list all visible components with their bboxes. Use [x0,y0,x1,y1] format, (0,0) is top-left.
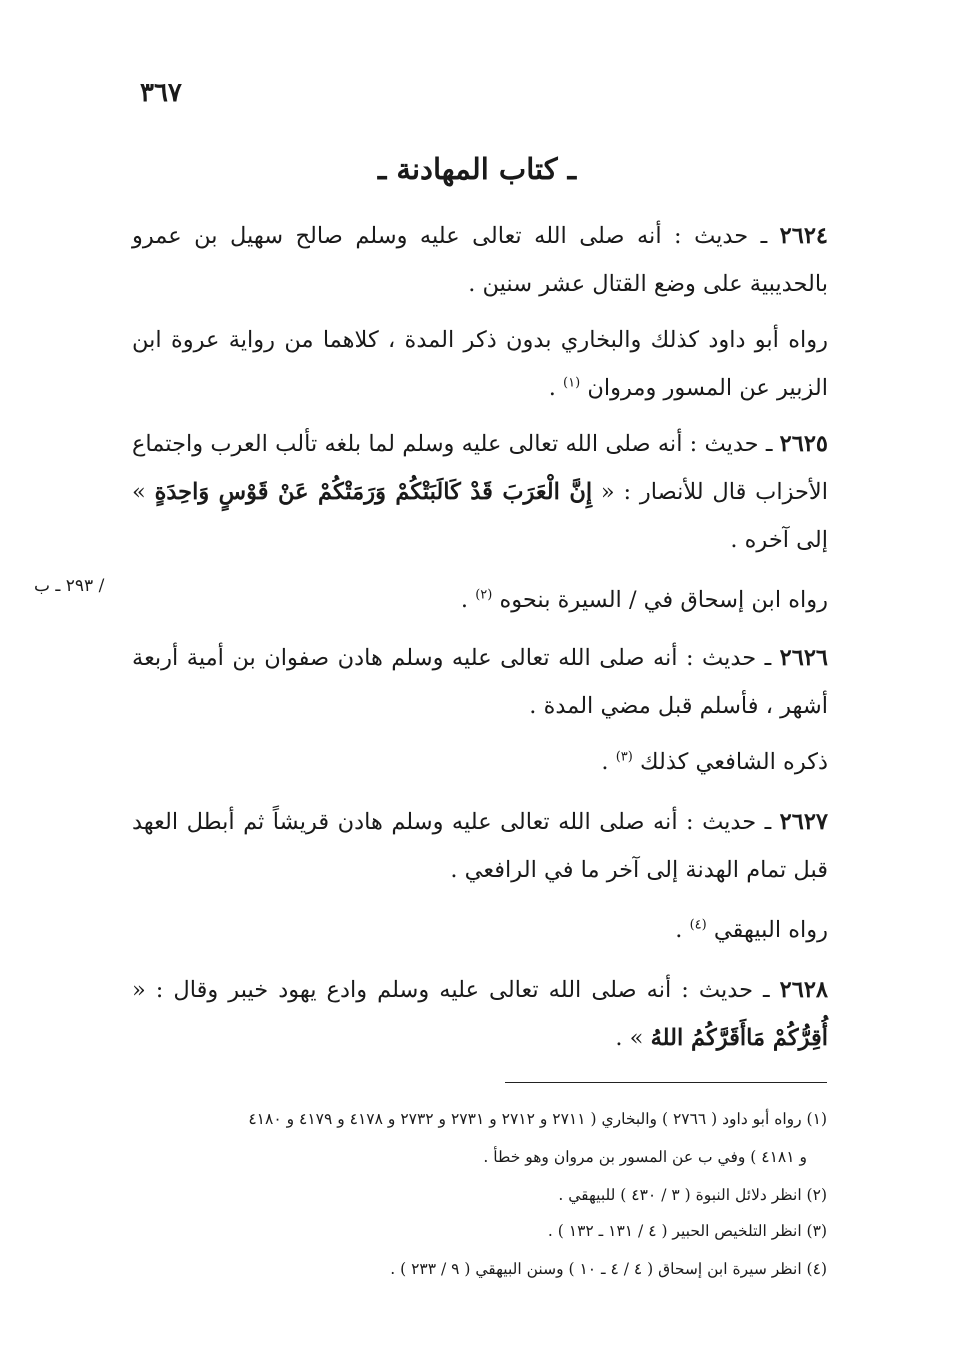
footnote-ref-3[interactable]: (٣) [615,749,633,765]
chapter-title: ـ كتاب المهادنة ـ [377,152,577,186]
narration-end: . [601,749,616,775]
hadith-2624 [132,212,828,308]
footnote-ref-1[interactable]: (١) [563,375,581,391]
narration-text: رواه أبو داود كذلك والبخاري بدون ذكر المدة ، كلاهما من رواية عروة ابن الزبير عن المسور ومروان [132,327,828,401]
footnote-4: (٤) انظر سيرة ابن إسحاق ( ٤ / ٤ ـ ١٠ ) وسنن البيهقي ( ٩ / ٢٣٣ ) . [390,1260,827,1278]
footnote-ref-2[interactable]: (٢) [475,587,493,603]
hadith-number: ٢٦٢٤ [779,223,828,249]
hadith-text-end: » إلى آخره . [132,479,828,553]
narration-end: . [675,917,690,943]
hadith-text: ـ حديث : أنه صلى الله تعالى عليه وسلم صالح سهيل بن عمرو بالحديبية على وضع القتال عشر سنين . [132,223,828,297]
footnote-3: (٣) انظر التلخيص الحبير ( ٤ / ١٣١ ـ ١٣٢ ) . [547,1222,827,1240]
hadith-text: ـ حديث : أنه صلى الله تعالى عليه وسلم هادن صفوان بن أمية أربعة أشهر ، فأسلم قبل مضي المدة . [132,645,828,719]
narration-2627 [132,906,828,954]
narration-text: رواه البيهقي [713,917,828,943]
footnote-1-continued: و ٤١٨١ ) وفي ب عن المسور بن مروان وهو خطأ . [483,1148,807,1166]
footnote-1: (١) رواه أبو داود ( ٢٧٦٦ ) والبخاري ( ٢٧١١ و ٢٧١٢ و ٢٧٣١ و ٢٧٣٢ و ٤١٧٨ و ٤١٧٩ و ٤١٨٠ [248,1110,827,1128]
hadith-number: ٢٦٢٨ [779,977,828,1003]
hadith-text-end: » . [615,1025,651,1051]
hadith-text: ـ حديث : أنه صلى الله تعالى عليه وسلم هادن قريشاً ثم أبطل العهد قبل تمام الهدنة إلى آخر ما في الرافعي . [132,809,828,883]
hadith-2627 [132,798,828,894]
narration-2626 [132,738,828,786]
hadith-number: ٢٦٢٥ [779,431,828,457]
hadith-2626 [132,634,828,730]
hadith-2628 [132,966,828,1062]
margin-folio-note: / ٢٩٣ ـ ب [34,576,105,596]
narration-end: . [460,587,476,613]
narration-end: . [548,375,564,401]
hadith-text: ـ حديث : أنه صلى الله تعالى عليه وسلم وادع يهود خيبر وقال : « [132,977,780,1003]
footnote-ref-4[interactable]: (٤) [689,917,707,933]
footnote-divider [505,1082,827,1083]
page-number: ٣٦٧ [140,78,182,108]
narration-2625 [132,576,828,624]
hadith-quote: أُقِرُّكُمْ مَاأَقَرَّكُمُ اللهُ [650,1025,828,1051]
footnote-2: (٢) انظر دلائل النبوة ( ٣ / ٤٣٠ ) للبيهقي . [558,1186,827,1204]
hadith-text: ـ حديث : أنه صلى الله تعالى عليه وسلم لما بلغه تألب العرب واجتماع الأحزاب قال للأنصار : « [132,431,828,505]
narration-text: رواه ابن إسحاق في / السيرة بنحوه [499,587,828,613]
narration-2624 [132,316,828,412]
hadith-2625 [132,420,828,564]
narration-text: ذكره الشافعي كذلك [640,749,828,775]
hadith-quote: إِنَّ الْعَرَبَ قَدْ كَالَبَتْكُمْ وَرَمَتْكُمْ عَنْ قَوْسٍ وَاحِدَةٍ [154,479,593,505]
hadith-number: ٢٦٢٦ [779,645,828,671]
hadith-number: ٢٦٢٧ [779,809,828,835]
